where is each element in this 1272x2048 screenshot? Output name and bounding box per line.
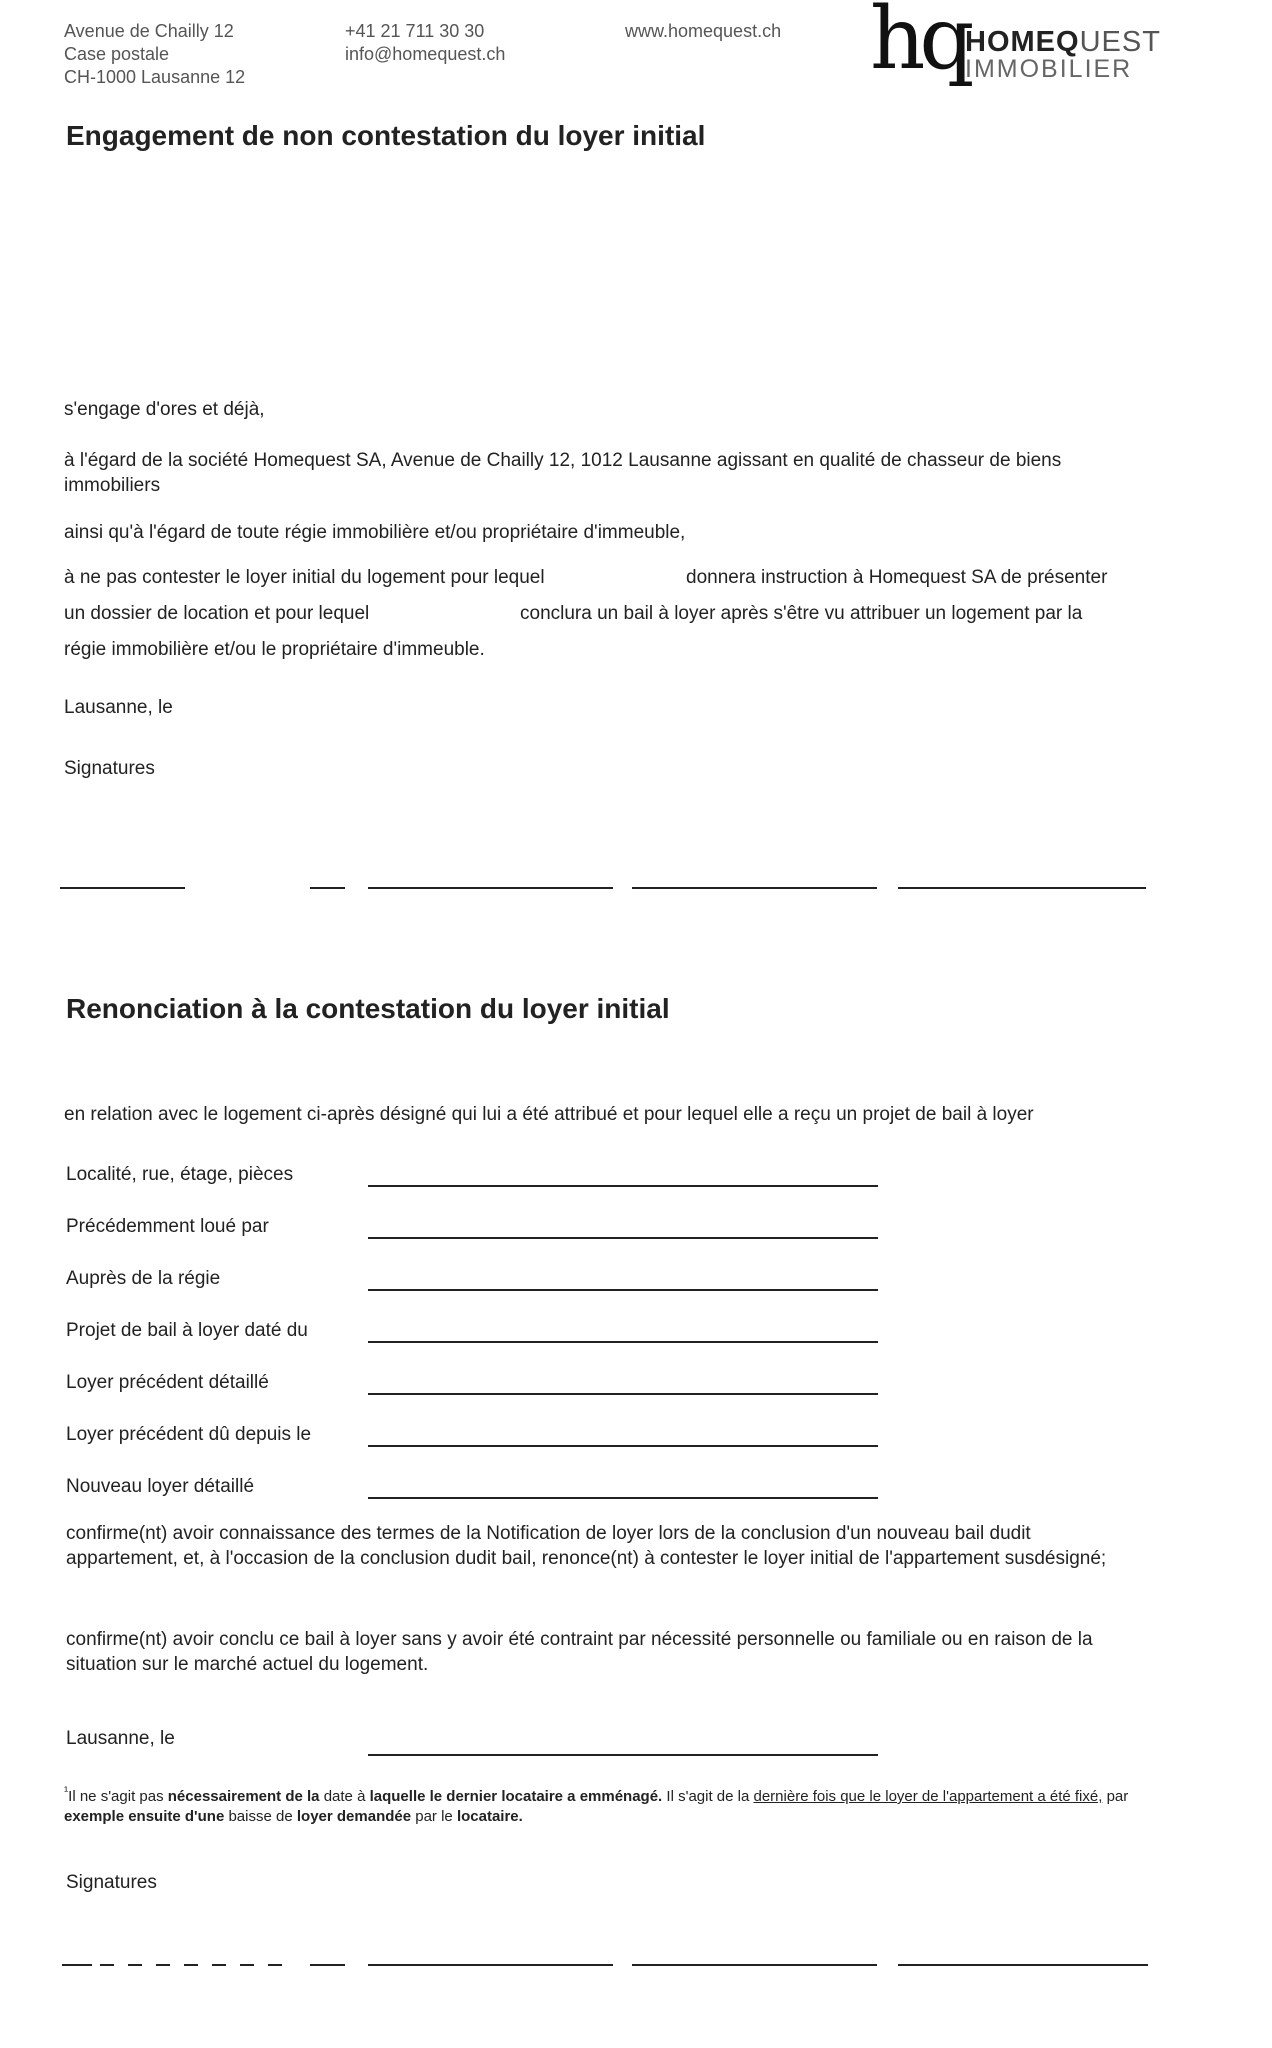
field-label-new-rent: Nouveau loyer détaillé [66, 1476, 255, 1497]
signature-line[interactable] [156, 1964, 170, 1966]
confirm-paragraph-2: confirme(nt) avoir conclu ce bail à loyer sans y avoir été contraint par nécessité personnelle ou familiale ou en raison de la situation sur le marché actuel du logement. [66, 1629, 1093, 1675]
contest-text-d: conclura un bail à loyer après s'être vu attribuer un logement par la [520, 603, 1083, 624]
signature-line[interactable] [212, 1964, 226, 1966]
signatures-label: Signatures [64, 758, 155, 779]
signature-line[interactable] [368, 887, 613, 889]
signature-line[interactable] [898, 887, 1146, 889]
company-logo [870, 2, 1210, 102]
website: www.homequest.ch [625, 21, 782, 41]
relation-text: en relation avec le logement ci-après désigné qui lui a été attribué et pour lequel elle a reçu un projet de bail à loyer [64, 1104, 1034, 1125]
contest-text-c: un dossier de location et pour lequel [64, 603, 370, 624]
signature-line[interactable] [240, 1964, 254, 1966]
field-line-lease-date[interactable] [368, 1341, 878, 1343]
engage-text: s'engage d'ores et déjà, [64, 399, 265, 420]
address-block [64, 20, 245, 89]
signature-line[interactable] [898, 1964, 1148, 1966]
address-line: CH-1000 Lausanne 12 [64, 67, 246, 87]
regard-paragraph-2: ainsi qu'à l'égard de toute régie immobilière et/ou propriétaire d'immeuble, [64, 522, 686, 543]
field-label-lease-date: Projet de bail à loyer daté du [66, 1320, 308, 1341]
logo-subtitle: IMMOBILIER [965, 55, 1133, 83]
field-label-previous-tenant: Précédemment loué par [66, 1216, 269, 1237]
field-line-new-rent[interactable] [368, 1497, 878, 1499]
signature-line[interactable] [60, 887, 185, 889]
field-label-agency: Auprès de la régie [66, 1268, 221, 1289]
signature-line[interactable] [128, 1964, 142, 1966]
signatures-label-2: Signatures [66, 1872, 157, 1893]
place-date-label: Lausanne, le [64, 697, 173, 718]
regard-paragraph-1: à l'égard de la société Homequest SA, Avenue de Chailly 12, 1012 Lausanne agissant en qualité de chasseur de biens immobiliers [64, 450, 1062, 496]
signature-line[interactable] [368, 1964, 613, 1966]
contest-text-b: donnera instruction à Homequest SA de présenter [686, 567, 1108, 588]
signature-line[interactable] [310, 887, 345, 889]
contest-text-e: régie immobilière et/ou le propriétaire d'immeuble. [64, 639, 485, 660]
field-line-previous-rent-since[interactable] [368, 1445, 878, 1447]
contact-block [345, 20, 505, 66]
field-line-previous-rent[interactable] [368, 1393, 878, 1395]
signature-line[interactable] [310, 1964, 345, 1966]
field-line-previous-tenant[interactable] [368, 1237, 878, 1239]
field-label-previous-rent-since: Loyer précédent dû depuis le [66, 1424, 312, 1445]
email: info@homequest.ch [345, 44, 506, 64]
phone: +41 21 711 30 30 [345, 21, 485, 41]
section2-title: Renonciation à la contestation du loyer initial [66, 993, 670, 1024]
section1-title: Engagement de non contestation du loyer initial [66, 120, 706, 151]
logo-name: HOMEQUEST [965, 26, 1161, 58]
address-line: Case postale [64, 44, 170, 64]
signature-line[interactable] [632, 1964, 877, 1966]
field-label-previous-rent: Loyer précédent détaillé [66, 1372, 269, 1393]
contest-text-a: à ne pas contester le loyer initial du logement pour lequel [64, 567, 545, 588]
address-line: Avenue de Chailly 12 [64, 21, 234, 41]
signature-line[interactable] [62, 1964, 92, 1966]
signature-line[interactable] [632, 887, 877, 889]
confirm-paragraph-1: confirme(nt) avoir connaissance des termes de la Notification de loyer lors de la conclusion d'un nouveau bail dudit appartement, et, à l'occasion de la conclusion dudit bail, renonce(nt) à contester le loyer initial de l'appartement susdésigné; [66, 1523, 1107, 1569]
signature-line[interactable] [184, 1964, 198, 1966]
signature-line[interactable] [268, 1964, 282, 1966]
place-date-label-2: Lausanne, le [66, 1728, 175, 1749]
footnote: $^{^1}$Il ne s'agit pas nécessairement de la date à laquelle le dernier locataire a emménagé. Il s'agit de la dernière fois que le loyer de l'appartement a été fixé, par exemple ensuite d'une baisse de loyer demandée par le locataire. [64, 1784, 1129, 1825]
logo-mark: hq [870, 0, 969, 89]
signature-line[interactable] [100, 1964, 114, 1966]
field-line-agency[interactable] [368, 1289, 878, 1291]
field-line-location[interactable] [368, 1185, 878, 1187]
date-line[interactable] [368, 1754, 878, 1756]
field-label-location: Localité, rue, étage, pièces [66, 1164, 294, 1185]
